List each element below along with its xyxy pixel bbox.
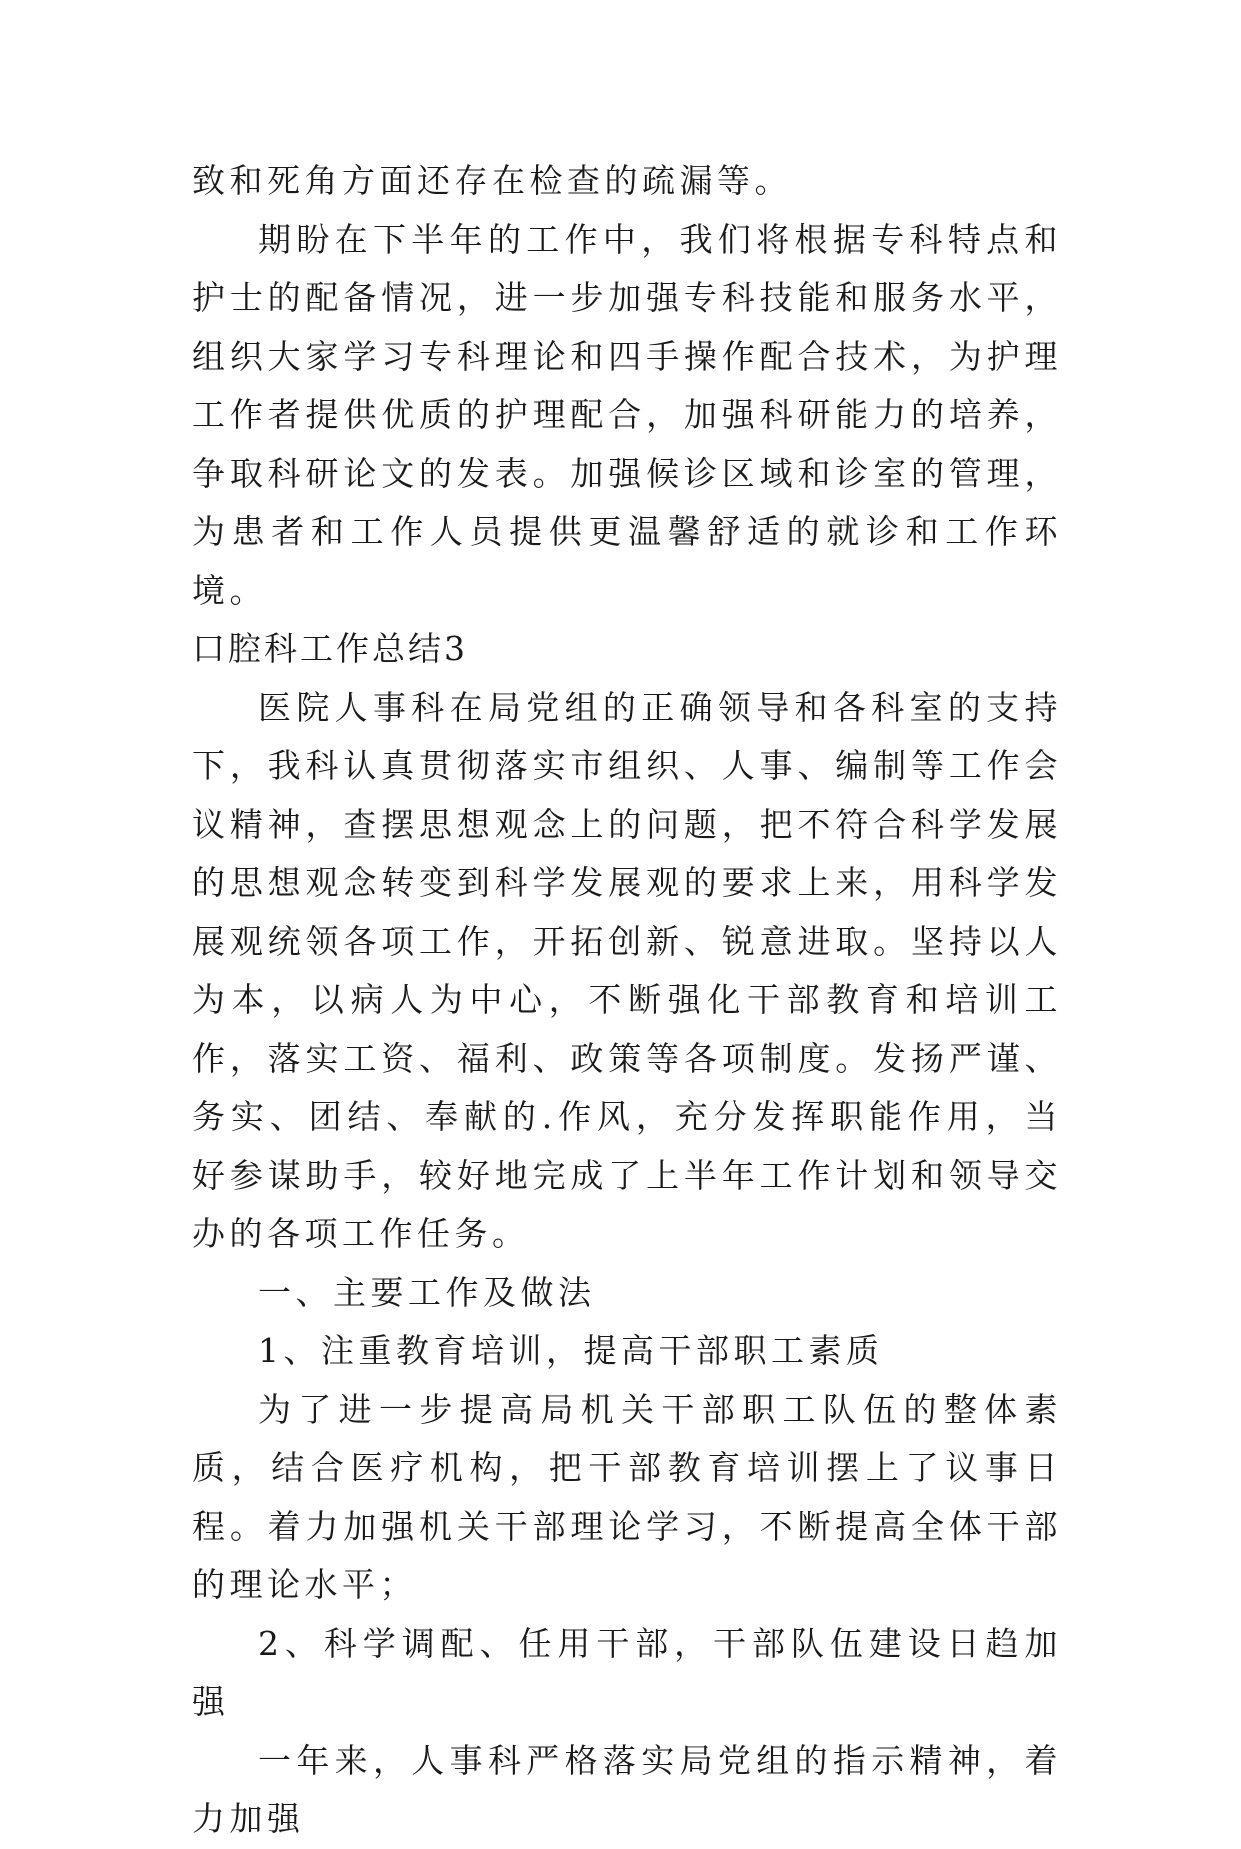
document-body [192, 152, 1062, 1849]
paragraph-education-training: 为了进一步提高局机关干部职工队伍的整体素质，结合医疗机构，把干部教育培训摆上了议事日程。着力加强机关干部理论学习，不断提高全体干部的理论水平； [192, 1389, 1062, 1604]
paragraph-continuation: 致和死角方面还存在检查的疏漏等。 [192, 161, 792, 200]
paragraph-cadre-deployment: 一年来，人事科严格落实局党组的指示精神，着力加强 [192, 1740, 1062, 1838]
subheading-main-work: 一、主要工作及做法 [258, 1272, 596, 1312]
paragraph-second-half-plan: 期盼在下半年的工作中，我们将根据专科特点和护士的配备情况，进一步加强专科技能和服务水平，组织大家学习专科理论和四手操作配合技术，为护理工作者提供优质的护理配合，加强科研能力的培养，争取科研论文的发表。加强候诊区域和诊室的管理，为患者和工作人员提供更温馨舒适的就诊和工作环境。 [192, 219, 1062, 610]
section-title: 口腔科工作总结3 [192, 629, 468, 668]
subheading-education-training: 1、注重教育培训，提高干部职工素质 [258, 1331, 884, 1370]
subheading-cadre-deployment: 2、科学调配、任用干部，干部队伍建设日趋加强 [192, 1623, 1062, 1721]
paragraph-hr-intro: 医院人事科在局党组的正确领导和各科室的支持下，我科认真贯彻落实市组织、人事、编制等工作会议精神，查摆思想观念上的问题，把不符合科学发展的思想观念转变到科学发展观的要求上来，用科学发展观统领各项工作，开拓创新、锐意进取。坚持以人为本，以病人为中心，不断强化干部教育和培训工作，落实工资、福利、政策等各项制度。发扬严谨、务实、团结、奉献的.作风，充分发挥职能作用，当好参谋助手，较好地完成了上半年工作计划和领导交办的各项工作任务。 [192, 687, 1062, 1253]
